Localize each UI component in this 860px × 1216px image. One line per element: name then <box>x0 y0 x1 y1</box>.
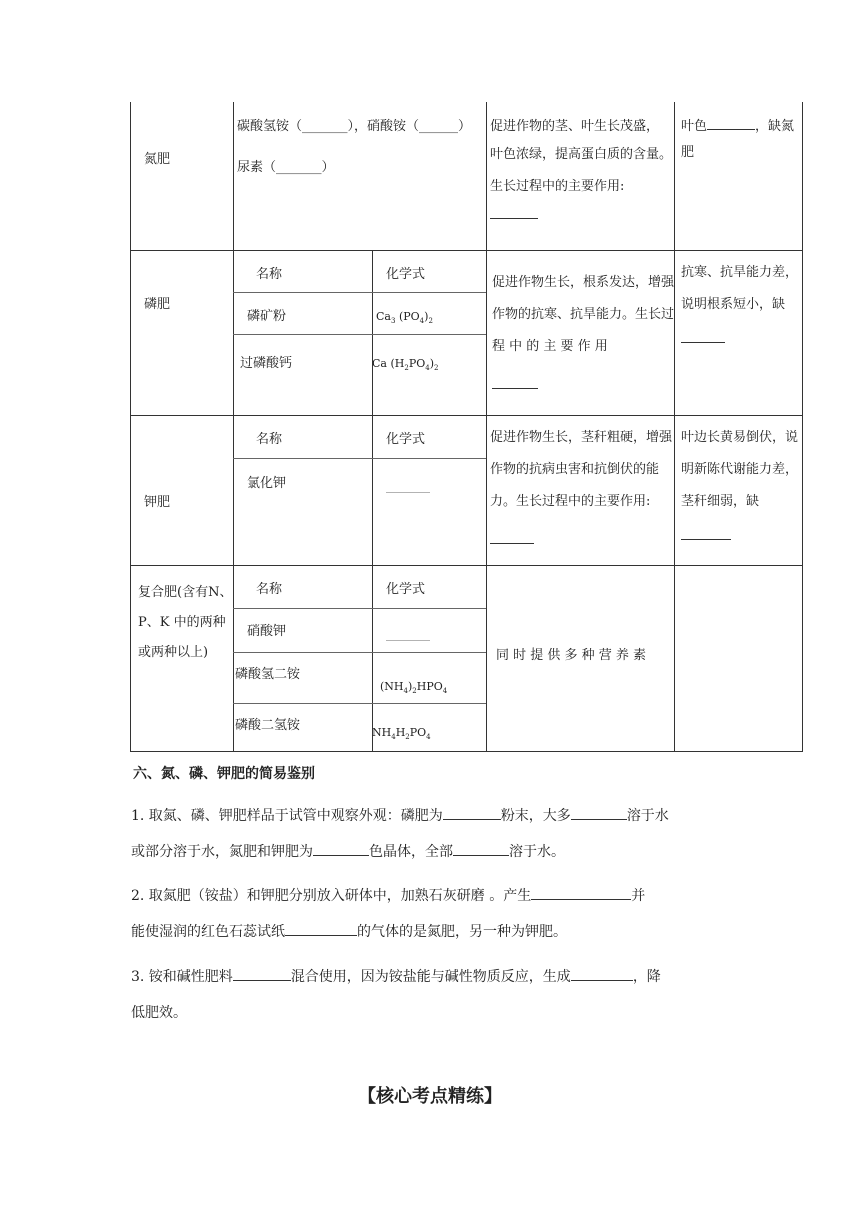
text: ，降 <box>632 969 661 985</box>
answer-blank[interactable] <box>453 841 509 856</box>
section-title: 六、氮、磷、钾肥的简易鉴别 <box>133 766 315 782</box>
effect-line: 力。生长过程中的主要作用: <box>490 494 651 509</box>
answer-blank[interactable] <box>571 805 627 820</box>
text: 的气体的是氮肥，另一种为钾肥。 <box>357 924 567 940</box>
item-formula: Ca $(H_2PO_4)_2$ <box>372 357 439 373</box>
type-line: P、K 中的两种 <box>138 615 226 630</box>
deficiency-text: ，缺氮 <box>755 119 795 134</box>
potassium-effect <box>490 425 674 544</box>
text: 溶于水。 <box>509 844 565 860</box>
header-formula: 化学式 <box>386 432 426 447</box>
header-name: 名称 <box>256 432 283 447</box>
header-formula: 化学式 <box>386 267 426 282</box>
answer-blank[interactable] <box>233 966 291 981</box>
text: 并 <box>631 888 646 904</box>
answer-blank[interactable] <box>443 805 501 820</box>
item-name: 硝酸钾 <box>247 624 287 639</box>
row-type-compound <box>138 580 234 666</box>
row-type-potassium: 钾肥 <box>144 495 171 510</box>
effect-line: 叶色浓绿，提高蛋白质的含量。 <box>490 147 673 162</box>
text: 低肥效。 <box>131 1005 187 1021</box>
text: 能使湿润的红色石蕊试纸 <box>131 924 285 940</box>
answer-blank[interactable] <box>571 966 633 981</box>
effect-line: 作物的抗病虫害和抗倒伏的能 <box>490 462 660 477</box>
text: 3. 铵和碱性肥料 <box>131 969 233 985</box>
text: 1. 取氮、磷、钾肥样品于试管中观察外观：磷肥为 <box>131 808 443 824</box>
answer-blank[interactable] <box>707 115 755 130</box>
answer-blank[interactable] <box>313 841 369 856</box>
effect-line: 促进作物生长，根系发达，增强 <box>492 275 675 290</box>
row-type-nitrogen: 氮肥 <box>144 152 171 167</box>
item-name: 过磷酸钙 <box>240 356 293 371</box>
paragraph-2 <box>131 878 751 950</box>
text: 粉末，大多 <box>500 808 571 824</box>
item-formula: $NH_4H_2PO_4$ <box>372 726 431 742</box>
effect-line: 促进作物生长，茎秆粗硬，增强 <box>490 430 673 445</box>
text: 色晶体，全部 <box>369 844 453 860</box>
deficiency-text: 抗寒、抗旱能力差， <box>681 265 799 280</box>
header-name: 名称 <box>256 267 283 282</box>
nitrogen-chem-line2: 尿素（_______） <box>237 160 335 175</box>
header-name: 名称 <box>256 582 283 597</box>
answer-blank[interactable] <box>490 200 538 219</box>
answer-blank[interactable] <box>492 360 538 389</box>
type-line: 复合肥(含有N、 <box>138 585 233 600</box>
paragraph-3 <box>131 959 751 1031</box>
deficiency-text: 肥 <box>681 145 695 160</box>
nitrogen-effect <box>490 114 674 219</box>
deficiency-text: 叶色 <box>681 119 708 134</box>
nitrogen-deficiency <box>681 114 801 166</box>
answer-blank[interactable] <box>285 921 357 936</box>
phosphorus-deficiency <box>681 260 801 343</box>
text: 溶于水 <box>626 808 669 824</box>
item-formula: $Ca_3$ $(PO_4)_2$ <box>376 310 433 326</box>
answer-blank[interactable] <box>490 515 534 544</box>
text: 或部分溶于水，氮肥和钾肥为 <box>131 844 313 860</box>
phosphorus-effect <box>492 270 674 389</box>
deficiency-text: 说明根系短小，缺 <box>681 297 786 312</box>
item-name: 磷酸氢二铵 <box>235 667 301 682</box>
row-type-phosphorus: 磷肥 <box>144 297 171 312</box>
paragraph-1 <box>131 798 751 870</box>
deficiency-text: 明新陈代谢能力差， <box>681 462 799 477</box>
answer-blank[interactable] <box>681 318 725 343</box>
item-name: 磷酸二氢铵 <box>235 718 301 733</box>
item-name: 磷矿粉 <box>247 309 287 324</box>
effect-line: 作物的抗寒、抗旱能力。生长过 <box>492 307 675 322</box>
effect-line: 生长过程中的主要作用: <box>490 179 625 194</box>
answer-blank[interactable] <box>681 515 731 540</box>
answer-blank[interactable] <box>531 885 631 900</box>
item-formula[interactable]: ________ <box>386 480 430 493</box>
text: 2. 取氮肥（铵盐）和钾肥分别放入研体中，加熟石灰研磨 。产生 <box>131 888 532 904</box>
header-formula: 化学式 <box>386 582 426 597</box>
deficiency-text: 茎秆细弱，缺 <box>681 494 760 509</box>
core-section-title: 【核心考点精练】 <box>358 1086 502 1107</box>
nitrogen-chem-line1: 碳酸氢铵（_______），硝酸铵（______） <box>237 119 472 134</box>
item-formula[interactable]: ________ <box>386 628 430 641</box>
type-line: 或两种以上) <box>138 645 209 660</box>
potassium-deficiency <box>681 425 801 540</box>
compound-effect: 同 时 提 供 多 种 营 养 素 <box>496 648 647 663</box>
item-name: 氯化钾 <box>247 476 287 491</box>
effect-line: 程 中 的 主 要 作 用 <box>492 339 608 354</box>
deficiency-text: 叶边长黄易倒伏，说 <box>681 430 799 445</box>
text: 混合使用，因为铵盐能与碱性物质反应，生成 <box>290 969 571 985</box>
item-formula: $(NH_4)_2HPO_4$ <box>380 680 448 696</box>
effect-line: 促进作物的茎、叶生长茂盛， <box>490 119 660 134</box>
